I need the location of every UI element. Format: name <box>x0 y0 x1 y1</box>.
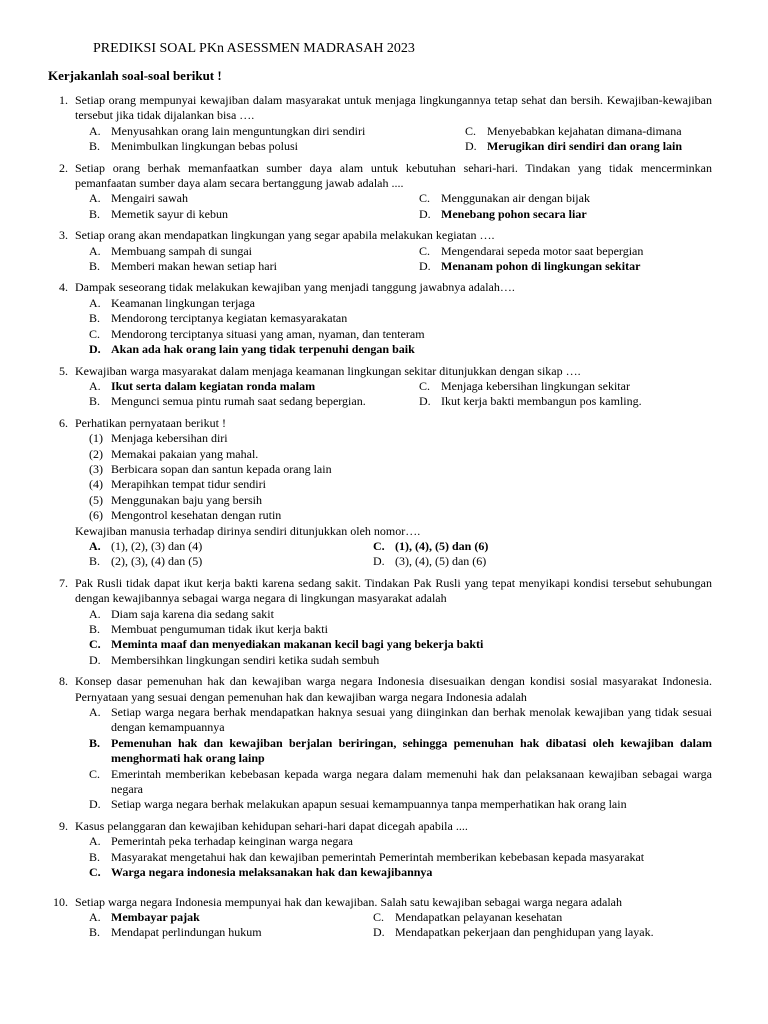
statement-list <box>75 431 712 523</box>
question-6 <box>48 416 712 570</box>
option-a-answer[interactable] <box>89 910 373 925</box>
question-number: 2. <box>59 160 68 175</box>
option-text: Warga negara indonesia melaksanakan hak dan kewajibannya <box>111 865 433 880</box>
option-text: Menggunakan air dengan bijak <box>441 191 590 206</box>
option-text: Menyebabkan kejahatan dimana-dimana <box>487 123 682 138</box>
statement-number: (2) <box>89 446 103 461</box>
option-b[interactable] <box>89 311 712 326</box>
option-letter: D. <box>89 652 101 667</box>
option-text: (3), (4), (5) dan (6) <box>395 554 487 569</box>
options <box>75 539 712 570</box>
option-text: Diam saja karena dia sedang sakit <box>111 606 274 621</box>
options <box>75 705 712 813</box>
question-text: Pak Rusli tidak dapat ikut kerja bakti karena sedang sakit. Tindakan Pak Rusli yang tepat menyikapi kondisi tersebut sehubungan dengan kewajibannya sebagai warga negara di lingkungan masyarakat adalah <box>75 575 712 606</box>
option-d[interactable] <box>419 394 712 409</box>
option-c-answer[interactable] <box>89 865 712 880</box>
option-letter: A. <box>89 378 101 393</box>
question-2 <box>48 161 712 223</box>
option-letter: D. <box>373 554 385 569</box>
option-text: Mendorong terciptanya kegiatan kemasyarakatan <box>111 311 348 326</box>
option-text: Mengendarai sepeda motor saat bepergian <box>441 243 644 258</box>
question-8 <box>48 674 712 813</box>
option-d[interactable] <box>373 925 712 940</box>
question-text: Konsep dasar pemenuhan hak dan kewajiban warga negara Indonesia disesuaikan dengan kondisi sosial masyarakat Indonesia. Pernyataan yang sesuai dengan pemenuhan hak dan kewajiban warga negara Indonesia adalah <box>75 674 712 704</box>
question-text: Perhatikan pernyataan berikut ! <box>75 415 226 430</box>
statement-number: (6) <box>89 508 103 523</box>
document-page <box>48 40 712 947</box>
option-letter: D. <box>419 259 431 274</box>
question-text: Kewajiban warga masyarakat dalam menjaga keamanan lingkungan sekitar ditunjukkan dengan sikap …. <box>75 363 581 378</box>
page-title: PREDIKSI SOAL PKn ASESSMEN MADRASAH 2023 <box>93 41 415 56</box>
option-text: Masyarakat mengetahui hak dan kewajiban pemerintah Pemerintah memberikan kebebasan kepada masyarakat <box>111 849 645 864</box>
option-c[interactable] <box>419 191 712 206</box>
options <box>75 191 712 222</box>
statement-text: Menggunakan baju yang bersih <box>111 492 262 507</box>
option-a[interactable] <box>89 296 712 311</box>
option-letter: B. <box>89 849 101 864</box>
option-text: Ikut serta dalam kegiatan ronda malam <box>111 378 316 393</box>
question-number: 8. <box>59 674 68 689</box>
option-text: Mengunci semua pintu rumah saat sedang bepergian. <box>111 394 366 409</box>
option-c[interactable] <box>419 379 712 394</box>
option-d[interactable] <box>89 653 712 668</box>
option-text: Mendapatkan pelayanan kesehatan <box>395 909 563 924</box>
option-letter: C. <box>89 326 101 341</box>
option-text: Emerintah memberikan kebebasan kepada warga negara dalam memenuhi hak dan pelaksanaan kewajiban sebagai warga negara <box>111 766 712 797</box>
question-5 <box>48 364 712 410</box>
option-d-answer[interactable] <box>89 342 712 357</box>
option-letter: A. <box>89 243 101 258</box>
question-number: 10. <box>53 894 68 909</box>
options <box>75 379 712 410</box>
option-text: Mendorong terciptanya situasi yang aman, nyaman, dan tenteram <box>111 326 425 341</box>
option-letter: A. <box>89 705 101 720</box>
option-letter: C. <box>419 243 431 258</box>
option-a[interactable] <box>89 834 712 849</box>
option-letter: D. <box>419 394 431 409</box>
option-text: Memberi makan hewan setiap hari <box>111 259 277 274</box>
option-text: Akan ada hak orang lain yang tidak terpenuhi dengan baik <box>111 342 415 357</box>
question-9 <box>48 819 712 881</box>
question-text: Setiap orang akan mendapatkan lingkungan yang segar apabila melakukan kegiatan …. <box>75 228 495 243</box>
option-letter: A. <box>89 538 101 553</box>
option-text: (1), (2), (3) dan (4) <box>111 538 203 553</box>
option-letter: B. <box>89 394 101 409</box>
statement-item <box>89 493 712 508</box>
option-letter: B. <box>89 311 101 326</box>
option-letter: A. <box>89 191 101 206</box>
options <box>75 910 712 941</box>
option-c[interactable] <box>465 124 712 139</box>
option-letter: C. <box>465 123 477 138</box>
option-text: Menebang pohon secara liar <box>441 206 587 221</box>
question-text: Dampak seseorang tidak melakukan kewajiban yang menjadi tanggung jawabnya adalah…. <box>75 280 515 295</box>
option-b[interactable] <box>89 554 373 569</box>
option-text: Menyusahkan orang lain menguntungkan diri sendiri <box>111 123 366 138</box>
option-a[interactable] <box>89 539 373 554</box>
statement-number: (3) <box>89 461 103 476</box>
option-text: Membersihkan lingkungan sendiri ketika sudah sembuh <box>111 652 380 667</box>
option-text: Membuang sampah di sungai <box>111 243 252 258</box>
option-text: Menanam pohon di lingkungan sekitar <box>441 259 641 274</box>
statement-item <box>89 477 712 492</box>
question-text: Setiap orang mempunyai kewajiban dalam masyarakat untuk menjaga lingkungannya tetap sehat dan bersih. Kewajiban-kewajiban tersebut jika tidak dijalankan bisa …. <box>75 93 712 123</box>
option-b[interactable] <box>89 259 419 274</box>
option-a[interactable] <box>89 705 712 736</box>
statement-item <box>89 447 712 462</box>
option-b[interactable] <box>89 207 419 222</box>
option-d[interactable] <box>373 554 712 569</box>
option-text: Ikut kerja bakti membangun pos kamling. <box>441 394 642 409</box>
question-number: 5. <box>59 363 68 378</box>
question-4 <box>48 280 712 357</box>
option-letter: C. <box>373 909 385 924</box>
option-d-answer[interactable] <box>465 139 712 154</box>
statement-text: Mengontrol kesehatan dengan rutin <box>111 508 282 523</box>
option-text: Memetik sayur di kebun <box>111 206 228 221</box>
option-letter: B. <box>89 735 101 750</box>
question-follow-text: Kewajiban manusia terhadap dirinya sendiri ditunjukkan oleh nomor…. <box>75 523 421 538</box>
option-c[interactable] <box>89 327 712 342</box>
option-letter: D. <box>373 925 385 940</box>
option-letter: B. <box>89 925 101 940</box>
option-text: Setiap warga negara berhak melakukan apapun sesuai kemampuannya tanpa memperhatikan hak orang lain <box>111 797 627 812</box>
statement-number: (5) <box>89 492 103 507</box>
option-b[interactable] <box>89 394 419 409</box>
option-text: Setiap warga negara berhak mendapatkan haknya sesuai yang diinginkan dan berhak menolak kewajiban yang tidak sesuai dengan kemampuannya <box>111 705 712 735</box>
option-text: Mendapat perlindungan hukum <box>111 925 262 940</box>
option-text: Mendapatkan pekerjaan dan penghidupan yang layak. <box>395 925 654 940</box>
options <box>75 244 712 275</box>
option-c[interactable] <box>89 767 712 798</box>
question-number: 9. <box>59 818 68 833</box>
option-letter: D. <box>89 342 101 357</box>
question-text: Setiap warga negara Indonesia mempunyai hak dan kewajiban. Salah satu kewajiban sebagai warga negara adalah <box>75 894 623 909</box>
option-text: Keamanan lingkungan terjaga <box>111 295 255 310</box>
question-7 <box>48 576 712 668</box>
option-letter: A. <box>89 909 101 924</box>
option-letter: C. <box>89 637 101 652</box>
option-letter: A. <box>89 606 101 621</box>
question-10 <box>48 895 712 941</box>
option-text: Meminta maaf dan menyediakan makanan kecil bagi yang bekerja bakti <box>111 637 484 652</box>
question-number: 7. <box>59 575 68 590</box>
option-text: Menimbulkan lingkungan bebas polusi <box>111 139 298 154</box>
option-letter: C. <box>419 378 431 393</box>
statement-text: Berbicara sopan dan santun kepada orang lain <box>111 461 332 476</box>
options <box>75 124 712 155</box>
instruction: Kerjakanlah soal-soal berikut ! <box>48 68 222 83</box>
option-b-answer[interactable] <box>89 736 712 767</box>
question-number: 1. <box>59 93 68 107</box>
option-b[interactable] <box>89 850 712 865</box>
option-c[interactable] <box>373 910 712 925</box>
option-b[interactable] <box>89 139 465 154</box>
option-c-answer[interactable] <box>373 539 712 554</box>
option-d[interactable] <box>89 797 712 812</box>
question-number: 6. <box>59 415 68 430</box>
option-letter: C. <box>89 865 101 880</box>
question-number: 3. <box>59 228 68 243</box>
option-a[interactable] <box>89 244 419 259</box>
option-letter: D. <box>89 797 101 812</box>
option-b[interactable] <box>89 925 373 940</box>
options <box>75 607 712 669</box>
option-text: (2), (3), (4) dan (5) <box>111 554 203 569</box>
option-text: Membuat pengumuman tidak ikut kerja bakti <box>111 622 328 636</box>
statement-text: Menjaga kebersihan diri <box>111 431 228 446</box>
option-d-answer[interactable] <box>419 207 712 222</box>
option-letter: B. <box>89 139 101 154</box>
option-letter: A. <box>89 834 101 849</box>
question-number: 4. <box>59 280 68 295</box>
option-letter: C. <box>419 191 431 206</box>
question-text: Kasus pelanggaran dan kewajiban kehidupan sehari-hari dapat dicegah apabila .... <box>75 818 468 833</box>
option-text: (1), (4), (5) dan (6) <box>395 538 489 553</box>
options <box>75 834 712 880</box>
option-letter: B. <box>89 259 101 274</box>
option-c[interactable] <box>419 244 712 259</box>
option-text: Pemerintah peka terhadap keinginan warga negara <box>111 834 354 849</box>
statement-number: (4) <box>89 477 103 492</box>
option-a[interactable] <box>89 607 712 622</box>
option-letter: B. <box>89 554 101 569</box>
option-letter: D. <box>465 139 477 154</box>
option-text: Mengairi sawah <box>111 191 188 206</box>
question-text: Setiap orang berhak memanfaatkan sumber daya alam untuk kebutuhan sehari-hari. Tindakan yang tidak mencerminkan pemanfaatan sumber daya alam secara bertanggung jawab adalah .... <box>75 160 712 191</box>
statement-item <box>89 508 712 523</box>
option-text: Pemenuhan hak dan kewajiban berjalan beriringan, sehingga pemenuhan hak dibatasi oleh kewajiban dalam menghormati hak orang lainp <box>111 735 712 766</box>
statement-item <box>89 462 712 477</box>
option-letter: D. <box>419 206 431 221</box>
statement-item <box>89 431 712 446</box>
option-letter: C. <box>89 766 101 781</box>
statement-text: Memakai pakaian yang mahal. <box>111 446 259 461</box>
option-c-answer[interactable] <box>89 637 712 652</box>
option-a[interactable] <box>89 124 465 139</box>
option-a-answer[interactable] <box>89 379 419 394</box>
statement-text: Merapihkan tempat tidur sendiri <box>111 477 266 492</box>
option-letter: B. <box>89 206 101 221</box>
question-3 <box>48 228 712 274</box>
option-letter: B. <box>89 622 101 636</box>
option-a[interactable] <box>89 191 419 206</box>
option-b[interactable] <box>89 622 712 637</box>
option-letter: A. <box>89 295 101 310</box>
statement-number: (1) <box>89 431 103 446</box>
option-text: Membayar pajak <box>111 909 200 924</box>
option-letter: C. <box>373 538 385 553</box>
question-1 <box>48 93 712 155</box>
options <box>75 296 712 358</box>
option-d-answer[interactable] <box>419 259 712 274</box>
option-text: Merugikan diri sendiri dan orang lain <box>487 139 683 154</box>
option-letter: A. <box>89 123 101 138</box>
option-text: Menjaga kebersihan lingkungan sekitar <box>441 378 630 393</box>
